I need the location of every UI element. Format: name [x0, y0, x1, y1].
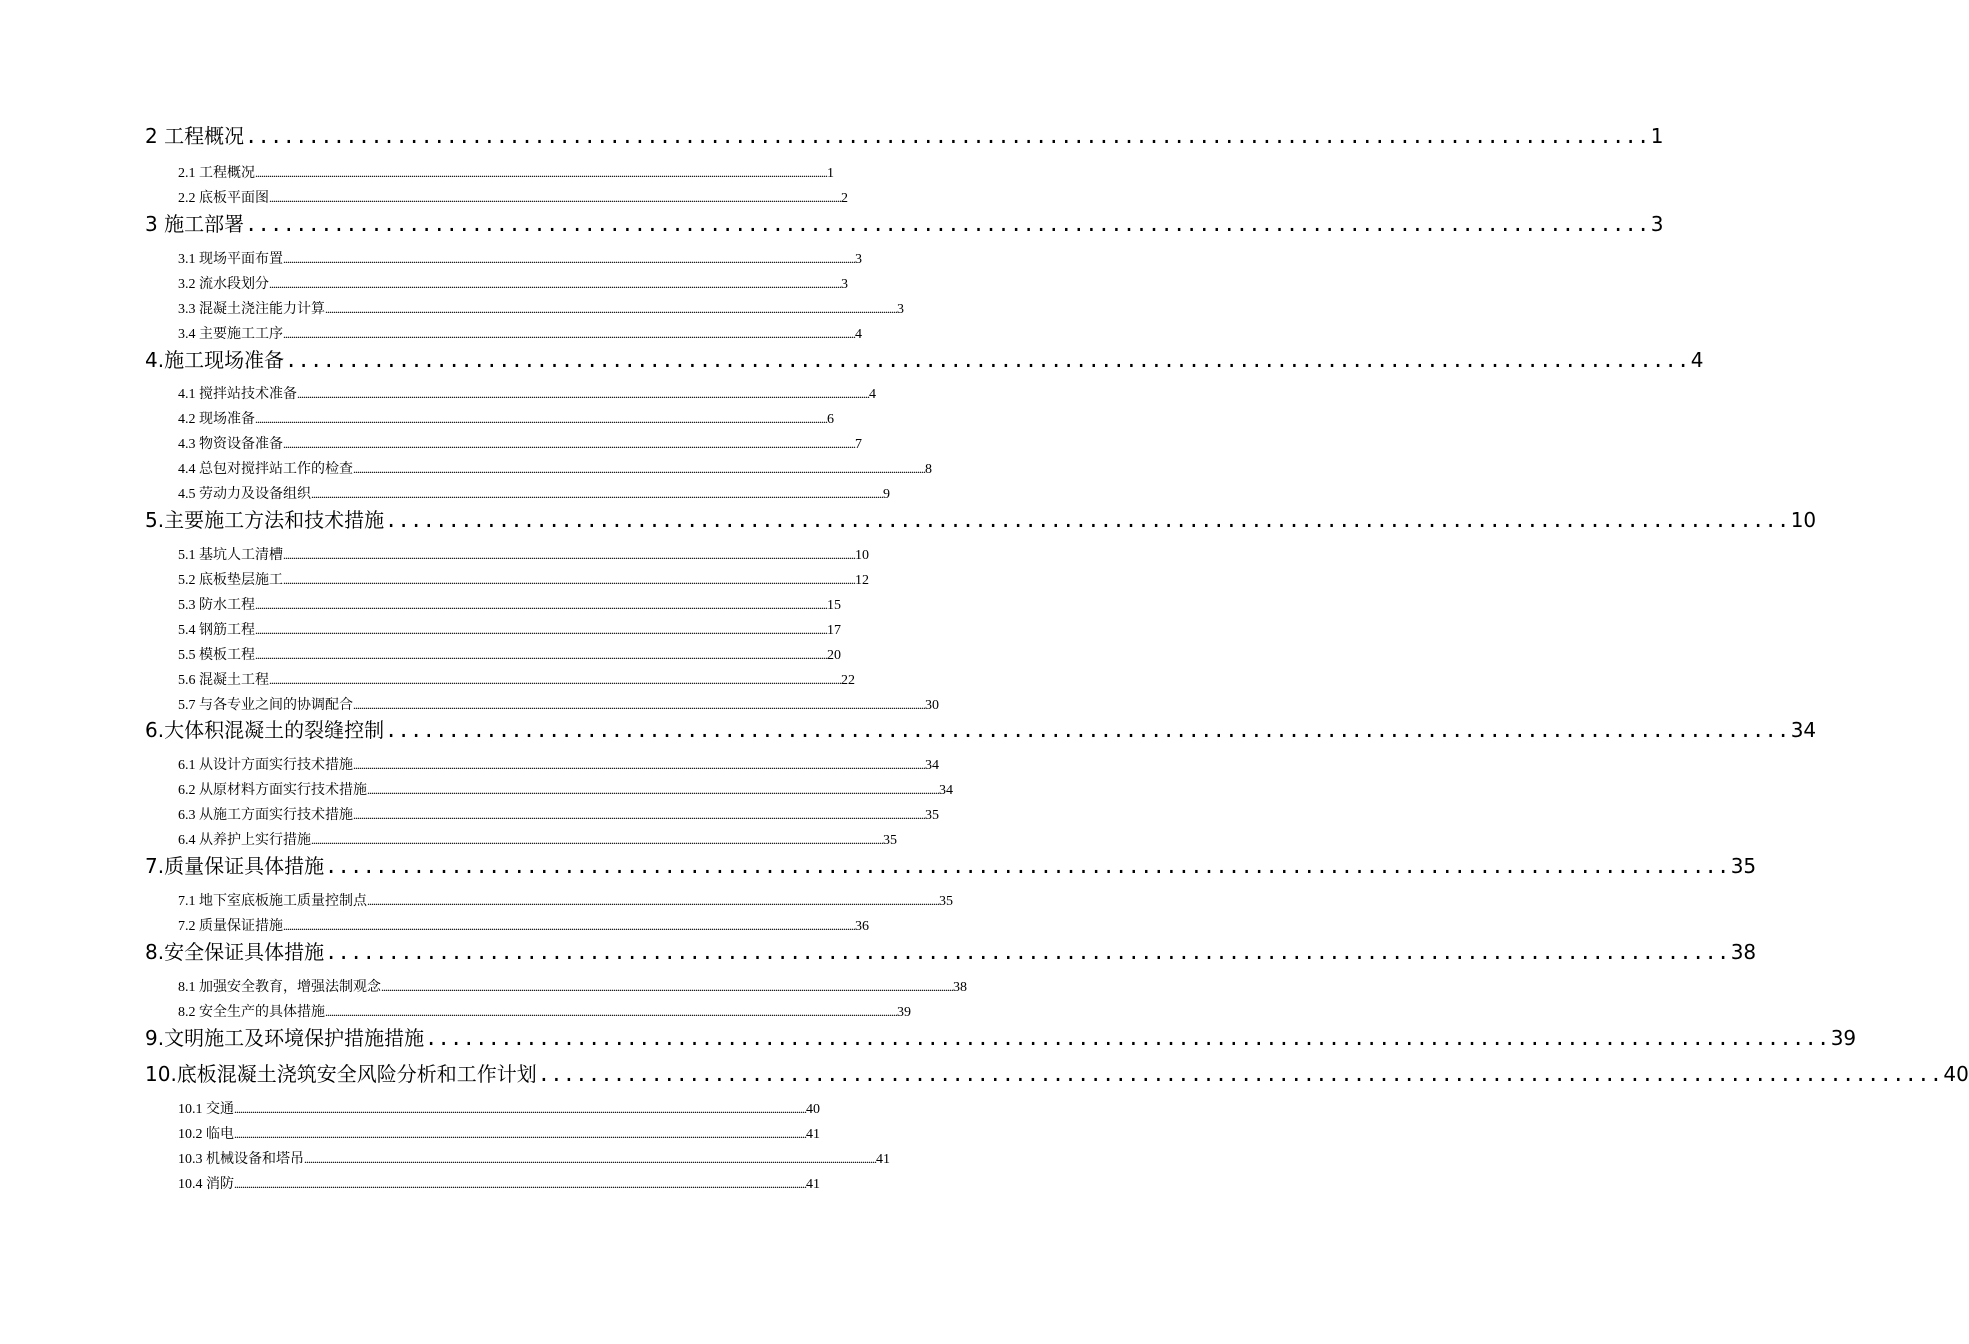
toc-page-number: 12	[855, 573, 869, 588]
toc-dot-leader: ..............................................................................................................................................................................................................................................................................................	[255, 598, 827, 612]
toc-page-number: 1	[1650, 124, 1664, 148]
toc-section-entry[interactable]	[178, 189, 848, 207]
toc-section-entry[interactable]	[178, 460, 932, 478]
toc-page-number: 34	[1790, 718, 1817, 742]
toc-dot-leader: ..............................................................................................................................................................................................................................................................................................	[255, 412, 827, 426]
toc-page-number: 4	[1690, 348, 1704, 372]
toc-page-number: 3	[855, 252, 862, 267]
toc-page-number: 38	[1730, 940, 1757, 964]
toc-dot-leader: ..............................................................................................................................................................................................................................................................................................	[255, 623, 827, 637]
toc-page-number: 3	[1650, 212, 1664, 236]
toc-chapter-entry[interactable]	[145, 940, 1757, 964]
toc-chapter-entry[interactable]	[145, 348, 1704, 372]
toc-dot-leader: ..............................................................................................................................................................................................................................................................................................	[234, 1102, 806, 1116]
toc-dot-leader: ..............................................................................................................................................................................................................................................................................................	[304, 1152, 876, 1166]
toc-entry-label: 6.3 从施工方面实行技术措施	[178, 808, 353, 823]
toc-entry-label: 10.3 机械设备和塔吊	[178, 1152, 304, 1167]
toc-page-number: 35	[883, 833, 897, 848]
toc-dot-leader: ..............................................................................................................................................................................................................................................................................................	[353, 808, 925, 822]
toc-page-number: 20	[827, 648, 841, 663]
toc-page-number: 41	[806, 1127, 820, 1142]
toc-dot-leader: ................................................................................................................	[385, 508, 1790, 532]
toc-page-number: 1	[827, 166, 834, 181]
toc-section-entry[interactable]	[178, 1175, 820, 1193]
toc-section-entry[interactable]	[178, 385, 876, 403]
toc-section-entry[interactable]	[178, 250, 862, 268]
toc-entry-label: 5.4 钢筋工程	[178, 623, 255, 638]
toc-entry-label: 4.4 总包对搅拌站工作的检查	[178, 462, 353, 477]
toc-entry-label: 6.1 从设计方面实行技术措施	[178, 758, 353, 773]
toc-section-entry[interactable]	[178, 1003, 911, 1021]
toc-section-entry[interactable]	[178, 1100, 820, 1118]
toc-page-number: 7	[855, 437, 862, 452]
toc-entry-label: 6.大体积混凝土的裂缝控制	[145, 718, 385, 742]
toc-section-entry[interactable]	[178, 1125, 820, 1143]
toc-page-number: 10	[855, 548, 869, 563]
toc-section-entry[interactable]	[178, 435, 862, 453]
toc-entry-label: 2 工程概况	[145, 124, 245, 148]
toc-entry-label: 9.文明施工及环境保护措施措施	[145, 1026, 425, 1050]
toc-page-number: 15	[827, 598, 841, 613]
toc-chapter-entry[interactable]	[145, 508, 1817, 532]
toc-section-entry[interactable]	[178, 806, 939, 824]
toc-dot-leader: ................................................................................................................	[245, 212, 1650, 236]
toc-dot-leader: ..............................................................................................................................................................................................................................................................................................	[353, 698, 925, 712]
toc-entry-label: 5.7 与各专业之间的协调配合	[178, 698, 353, 713]
toc-section-entry[interactable]	[178, 485, 890, 503]
toc-dot-leader: ..............................................................................................................................................................................................................................................................................................	[255, 648, 827, 662]
toc-page-number: 4	[869, 387, 876, 402]
toc-dot-leader: ................................................................................................................	[285, 348, 1690, 372]
toc-dot-leader: ..............................................................................................................................................................................................................................................................................................	[269, 191, 841, 205]
toc-chapter-entry[interactable]	[145, 1062, 1969, 1086]
toc-chapter-entry[interactable]	[145, 1026, 1857, 1050]
toc-entry-label: 5.2 底板垫层施工	[178, 573, 283, 588]
toc-page-number: 41	[876, 1152, 890, 1167]
toc-page-number: 9	[883, 487, 890, 502]
toc-dot-leader: ..............................................................................................................................................................................................................................................................................................	[269, 277, 841, 291]
toc-dot-leader: ................................................................................................................	[385, 718, 1790, 742]
toc-chapter-entry[interactable]	[145, 854, 1757, 878]
toc-entry-label: 4.5 劳动力及设备组织	[178, 487, 311, 502]
toc-entry-label: 7.1 地下室底板施工质量控制点	[178, 894, 367, 909]
toc-dot-leader: ................................................................................................................	[537, 1062, 1943, 1086]
toc-entry-label: 10.1 交通	[178, 1102, 234, 1117]
toc-dot-leader: ..............................................................................................................................................................................................................................................................................................	[311, 833, 883, 847]
toc-section-entry[interactable]	[178, 671, 855, 689]
toc-dot-leader: ..............................................................................................................................................................................................................................................................................................	[283, 548, 855, 562]
toc-page-number: 10	[1790, 508, 1817, 532]
toc-dot-leader: ..............................................................................................................................................................................................................................................................................................	[269, 673, 841, 687]
toc-chapter-entry[interactable]	[145, 124, 1664, 148]
toc-page-number: 36	[855, 919, 869, 934]
toc-page-number: 6	[827, 412, 834, 427]
toc-section-entry[interactable]	[178, 892, 953, 910]
toc-entry-label: 10.2 临电	[178, 1127, 234, 1142]
toc-page-number: 22	[841, 673, 855, 688]
toc-page-number: 3	[897, 302, 904, 317]
toc-entry-label: 3.4 主要施工工序	[178, 327, 283, 342]
toc-entry-label: 5.1 基坑人工清槽	[178, 548, 283, 563]
toc-entry-label: 8.1 加强安全教育，增强法制观念	[178, 980, 381, 995]
toc-entry-label: 4.施工现场准备	[145, 348, 285, 372]
toc-entry-label: 3.2 流水段划分	[178, 277, 269, 292]
toc-dot-leader: ................................................................................................................	[425, 1026, 1830, 1050]
toc-section-entry[interactable]	[178, 1150, 890, 1168]
toc-page-number: 35	[925, 808, 939, 823]
toc-entry-label: 7.2 质量保证措施	[178, 919, 283, 934]
toc-page-number: 38	[953, 980, 967, 995]
toc-entry-label: 3.1 现场平面布置	[178, 252, 283, 267]
toc-entry-label: 4.3 物资设备准备	[178, 437, 283, 452]
toc-section-entry[interactable]	[178, 831, 897, 849]
toc-section-entry[interactable]	[178, 917, 869, 935]
toc-section-entry[interactable]	[178, 781, 953, 799]
toc-section-entry[interactable]	[178, 571, 869, 589]
toc-entry-label: 6.2 从原材料方面实行技术措施	[178, 783, 367, 798]
toc-dot-leader: ..............................................................................................................................................................................................................................................................................................	[234, 1127, 806, 1141]
toc-page-number: 4	[855, 327, 862, 342]
toc-entry-label: 10.4 消防	[178, 1177, 234, 1192]
toc-dot-leader: ..............................................................................................................................................................................................................................................................................................	[353, 462, 925, 476]
toc-dot-leader: ..............................................................................................................................................................................................................................................................................................	[283, 573, 855, 587]
toc-section-entry[interactable]	[178, 546, 869, 564]
toc-dot-leader: ..............................................................................................................................................................................................................................................................................................	[311, 487, 883, 501]
toc-dot-leader: ..............................................................................................................................................................................................................................................................................................	[283, 437, 855, 451]
toc-page-number: 34	[939, 783, 953, 798]
toc-entry-label: 4.1 搅拌站技术准备	[178, 387, 297, 402]
toc-section-entry[interactable]	[178, 275, 848, 293]
toc-page-number: 35	[1730, 854, 1757, 878]
toc-dot-leader: ................................................................................................................	[325, 854, 1730, 878]
toc-page-number: 39	[897, 1005, 911, 1020]
toc-entry-label: 3.3 混凝土浇注能力计算	[178, 302, 325, 317]
toc-section-entry[interactable]	[178, 646, 841, 664]
toc-entry-label: 7.质量保证具体措施	[145, 854, 325, 878]
toc-entry-label: 2.1 工程概况	[178, 166, 255, 181]
toc-section-entry[interactable]	[178, 756, 939, 774]
toc-page-number: 40	[1943, 1062, 1969, 1086]
toc-section-entry[interactable]	[178, 978, 967, 996]
toc-page-number: 8	[925, 462, 932, 477]
toc-entry-label: 8.安全保证具体措施	[145, 940, 325, 964]
toc-entry-label: 6.4 从养护上实行措施	[178, 833, 311, 848]
toc-page-number: 35	[939, 894, 953, 909]
toc-dot-leader: ..............................................................................................................................................................................................................................................................................................	[234, 1177, 806, 1191]
toc-dot-leader: ..............................................................................................................................................................................................................................................................................................	[381, 980, 953, 994]
toc-dot-leader: ..............................................................................................................................................................................................................................................................................................	[325, 302, 897, 316]
toc-entry-label: 10.底板混凝土浇筑安全风险分析和工作计划	[145, 1062, 537, 1086]
toc-dot-leader: ..............................................................................................................................................................................................................................................................................................	[353, 758, 925, 772]
toc-entry-label: 2.2 底板平面图	[178, 191, 269, 206]
toc-entry-label: 8.2 安全生产的具体措施	[178, 1005, 325, 1020]
toc-entry-label: 5.5 模板工程	[178, 648, 255, 663]
toc-page-number: 40	[806, 1102, 820, 1117]
toc-dot-leader: ..............................................................................................................................................................................................................................................................................................	[283, 919, 855, 933]
toc-page-number: 3	[841, 277, 848, 292]
toc-entry-label: 5.6 混凝土工程	[178, 673, 269, 688]
toc-page-number: 34	[925, 758, 939, 773]
toc-page-number: 2	[841, 191, 848, 206]
toc-page-number: 41	[806, 1177, 820, 1192]
toc-section-entry[interactable]	[178, 696, 939, 714]
toc-page-number: 30	[925, 698, 939, 713]
toc-entry-label: 4.2 现场准备	[178, 412, 255, 427]
toc-entry-label: 3 施工部署	[145, 212, 245, 236]
toc-chapter-entry[interactable]	[145, 718, 1817, 742]
toc-dot-leader: ..............................................................................................................................................................................................................................................................................................	[367, 783, 939, 797]
toc-dot-leader: ..............................................................................................................................................................................................................................................................................................	[325, 1005, 897, 1019]
toc-dot-leader: ..............................................................................................................................................................................................................................................................................................	[367, 894, 939, 908]
toc-page-number: 39	[1830, 1026, 1857, 1050]
toc-section-entry[interactable]	[178, 325, 862, 343]
toc-entry-label: 5.3 防水工程	[178, 598, 255, 613]
toc-dot-leader: ..............................................................................................................................................................................................................................................................................................	[283, 327, 855, 341]
toc-section-entry[interactable]	[178, 300, 904, 318]
toc-dot-leader: ................................................................................................................	[325, 940, 1730, 964]
toc-dot-leader: ..............................................................................................................................................................................................................................................................................................	[255, 166, 827, 180]
toc-section-entry[interactable]	[178, 410, 834, 428]
toc-section-entry[interactable]	[178, 596, 841, 614]
toc-dot-leader: ..............................................................................................................................................................................................................................................................................................	[297, 387, 869, 401]
toc-chapter-entry[interactable]	[145, 212, 1664, 236]
toc-dot-leader: ................................................................................................................	[245, 124, 1650, 148]
toc-dot-leader: ..............................................................................................................................................................................................................................................................................................	[283, 252, 855, 266]
toc-section-entry[interactable]	[178, 621, 841, 639]
toc-page-number: 17	[827, 623, 841, 638]
toc-entry-label: 5.主要施工方法和技术措施	[145, 508, 385, 532]
toc-section-entry[interactable]	[178, 164, 834, 182]
